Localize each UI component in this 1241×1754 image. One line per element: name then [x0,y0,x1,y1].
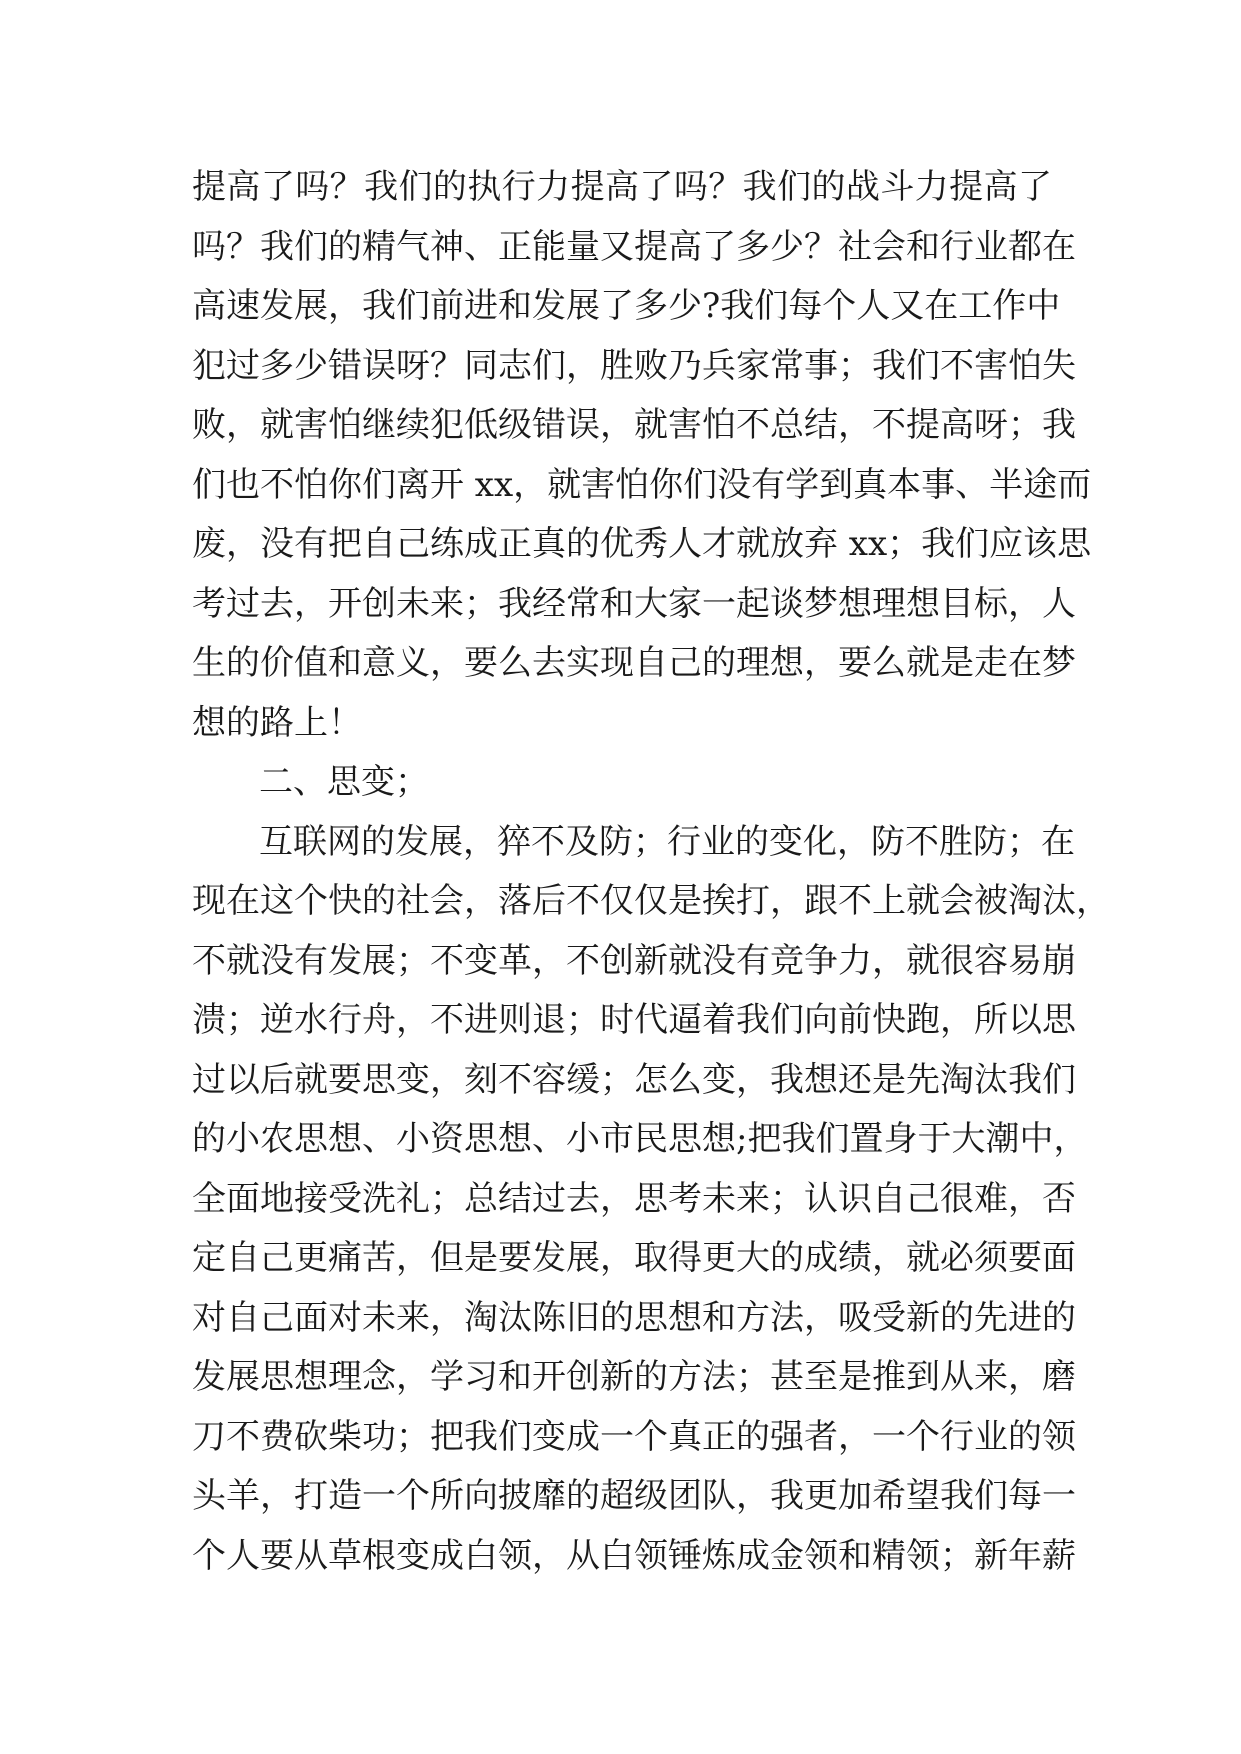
body-text [192,158,1110,1586]
text-line: 个人要从草根变成白领，从白领锤炼成金领和精领；新年薪 [192,1535,1076,1576]
text-line: 吗？我们的精气神、正能量又提高了多少？社会和行业都在 [192,226,1076,267]
text-line: 定自己更痛苦，但是要发展，取得更大的成绩，就必须要面 [192,1238,1076,1278]
text-line: 的小农思想、小资思想、小市民思想;把我们置身于大潮中， [192,1119,1088,1159]
text-line: 们也不怕你们离开 xx，就害怕你们没有学到真本事、半途而 [192,464,1092,505]
text-line: 废，没有把自己练成正真的优秀人才就放弃 xx；我们应该思 [192,524,1092,564]
text-line: 提高了吗？我们的执行力提高了吗？我们的战斗力提高了 [192,167,1052,207]
text-line: 对自己面对未来，淘汰陈旧的思想和方法，吸受新的先进的 [192,1297,1076,1338]
text-line: 溃；逆水行舟，不进则退；时代逼着我们向前快跑，所以思 [192,1000,1076,1040]
text-line: 全面地接受洗礼；总结过去，思考未来；认识自己很难，否 [192,1178,1076,1219]
text-line: 发展思想理念，学习和开创新的方法；甚至是推到从来，磨 [192,1357,1076,1397]
text-line: 败，就害怕继续犯低级错误，就害怕不总结，不提高呀；我 [192,405,1076,445]
text-line: 犯过多少错误呀？同志们，胜败乃兵家常事；我们不害怕失 [192,345,1076,386]
text-line: 头羊，打造一个所向披靡的超级团队，我更加希望我们每一 [192,1476,1076,1516]
text-line: 刀不费砍柴功；把我们变成一个真正的强者，一个行业的领 [192,1416,1076,1457]
text-line: 不就没有发展；不变革，不创新就没有竞争力，就很容易崩 [192,940,1076,981]
text-line: 生的价值和意义，要么去实现自己的理想，要么就是走在梦 [192,643,1076,683]
text-line: 过以后就要思变，刻不容缓；怎么变，我想还是先淘汰我们 [192,1059,1076,1100]
text-line: 考过去，开创未来；我经常和大家一起谈梦想理想目标，人 [192,583,1076,624]
text-line: 互联网的发展，猝不及防；行业的变化，防不胜防；在 [259,821,1075,862]
text-line: 高速发展，我们前进和发展了多少?我们每个人又在工作中 [192,286,1061,326]
text-line: 想的路上！ [192,702,362,743]
text-line: 现在这个快的社会，落后不仅仅是挨打，跟不上就会被淘汰， [192,881,1110,921]
section-heading: 二、思变； [259,762,429,802]
